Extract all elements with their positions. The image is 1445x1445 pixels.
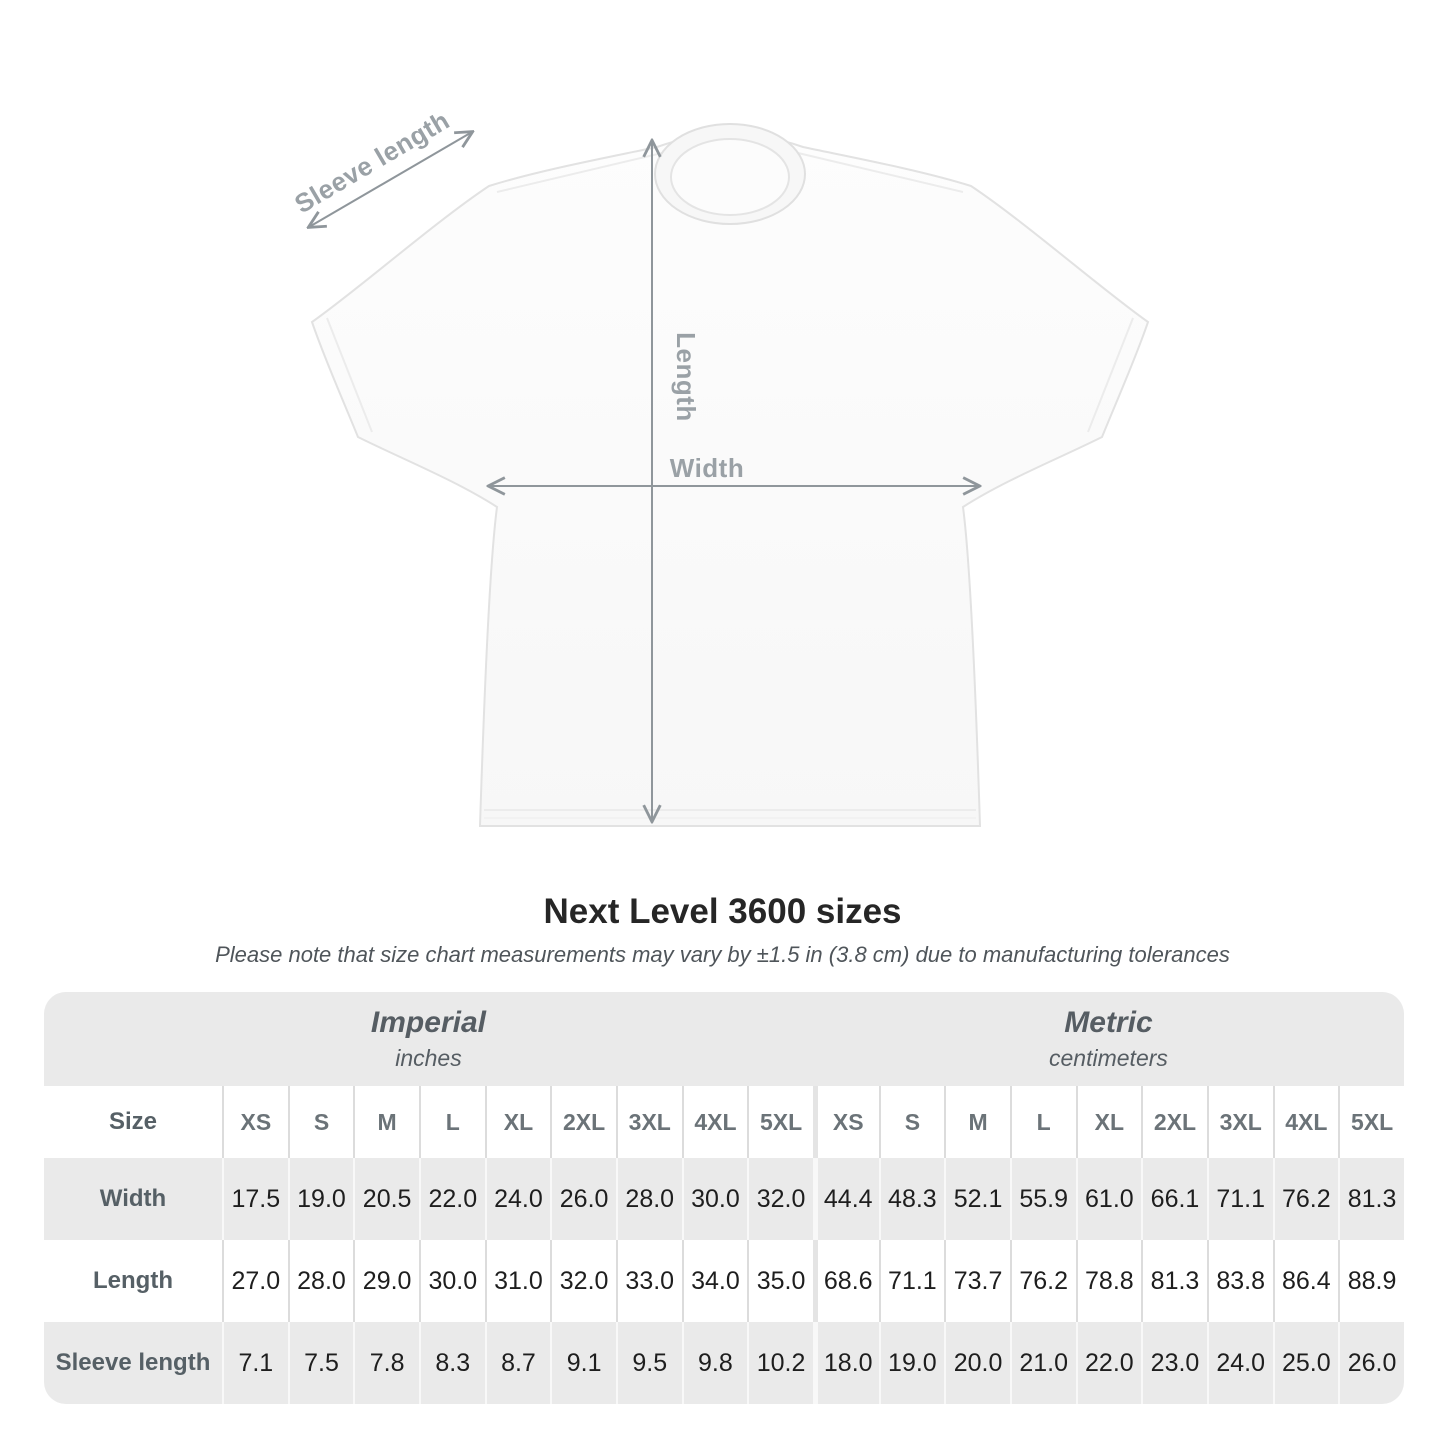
sleeve-metric-cell: 23.0 — [1141, 1322, 1207, 1404]
sleeve-length-row-label: Sleeve length — [44, 1322, 222, 1404]
imperial-group-unit: inches — [395, 1045, 462, 1071]
sleeve-metric-cell: 25.0 — [1273, 1322, 1339, 1404]
width-imperial-cell: 22.0 — [419, 1158, 485, 1240]
size-header-imperial-s: S — [288, 1086, 354, 1158]
size-table-container — [44, 992, 1404, 1404]
length-imperial-cell: 35.0 — [747, 1240, 813, 1322]
length-metric-cell: 76.2 — [1010, 1240, 1076, 1322]
length-metric-cell: 78.8 — [1076, 1240, 1142, 1322]
sleeve-metric-cell: 22.0 — [1076, 1322, 1142, 1404]
length-metric-cell: 68.6 — [813, 1240, 879, 1322]
size-header-imperial-3xl: 3XL — [616, 1086, 682, 1158]
imperial-group-title: Imperial — [370, 1006, 486, 1039]
size-header-metric-3xl: 3XL — [1207, 1086, 1273, 1158]
size-header-imperial-l: L — [419, 1086, 485, 1158]
metric-group-title: Metric — [1064, 1006, 1153, 1039]
sleeve-length-label: Sleeve length — [289, 104, 455, 220]
width-imperial-cell: 24.0 — [485, 1158, 551, 1240]
size-header-imperial-xl: XL — [485, 1086, 551, 1158]
size-header-metric-5xl: 5XL — [1338, 1086, 1404, 1158]
length-label: Length — [671, 332, 701, 422]
tshirt-collar-inner — [671, 139, 789, 215]
sleeve-imperial-cell: 8.7 — [485, 1322, 551, 1404]
sleeve-imperial-cell: 7.1 — [222, 1322, 288, 1404]
length-metric-cell: 81.3 — [1141, 1240, 1207, 1322]
length-imperial-cell: 34.0 — [682, 1240, 748, 1322]
sleeve-imperial-cell: 9.8 — [682, 1322, 748, 1404]
width-imperial-cell: 26.0 — [550, 1158, 616, 1240]
length-imperial-cell: 32.0 — [550, 1240, 616, 1322]
width-metric-cell: 44.4 — [813, 1158, 879, 1240]
size-header-metric-2xl: 2XL — [1141, 1086, 1207, 1158]
sleeve-imperial-cell: 7.5 — [288, 1322, 354, 1404]
tolerance-note: Please note that size chart measurements may vary by ±1.5 in (3.8 cm) due to manufacturing tolerances — [215, 942, 1230, 967]
sleeve-metric-cell: 20.0 — [944, 1322, 1010, 1404]
sleeve-metric-cell: 24.0 — [1207, 1322, 1273, 1404]
width-row-label: Width — [44, 1158, 222, 1240]
width-imperial-cell: 20.5 — [353, 1158, 419, 1240]
size-header-imperial-xs: XS — [222, 1086, 288, 1158]
size-header-row — [44, 1086, 1404, 1158]
length-metric-cell: 73.7 — [944, 1240, 1010, 1322]
length-imperial-cell: 30.0 — [419, 1240, 485, 1322]
width-metric-cell: 61.0 — [1076, 1158, 1142, 1240]
width-imperial-cell: 32.0 — [747, 1158, 813, 1240]
page-title: Next Level 3600 sizes — [543, 892, 902, 931]
length-imperial-cell: 33.0 — [616, 1240, 682, 1322]
width-imperial-cell: 19.0 — [288, 1158, 354, 1240]
size-table — [44, 992, 1404, 1404]
sleeve-imperial-cell: 9.5 — [616, 1322, 682, 1404]
size-header-metric-s: S — [879, 1086, 945, 1158]
size-col-header: Size — [44, 1086, 222, 1158]
width-imperial-cell: 30.0 — [682, 1158, 748, 1240]
size-header-imperial-m: M — [353, 1086, 419, 1158]
sleeve-imperial-cell: 9.1 — [550, 1322, 616, 1404]
sleeve-metric-cell: 21.0 — [1010, 1322, 1076, 1404]
length-imperial-cell: 28.0 — [288, 1240, 354, 1322]
sleeve-metric-cell: 19.0 — [879, 1322, 945, 1404]
width-imperial-cell: 17.5 — [222, 1158, 288, 1240]
width-label: Width — [669, 453, 745, 483]
metric-group-header — [813, 992, 1404, 1086]
length-imperial-cell: 27.0 — [222, 1240, 288, 1322]
width-metric-cell: 48.3 — [879, 1158, 945, 1240]
width-metric-cell: 76.2 — [1273, 1158, 1339, 1240]
length-metric-cell: 86.4 — [1273, 1240, 1339, 1322]
size-header-metric-xs: XS — [813, 1086, 879, 1158]
width-metric-cell: 52.1 — [944, 1158, 1010, 1240]
sleeve-metric-cell: 18.0 — [813, 1322, 879, 1404]
width-metric-cell: 71.1 — [1207, 1158, 1273, 1240]
length-imperial-cell: 29.0 — [353, 1240, 419, 1322]
sleeve-imperial-cell: 7.8 — [353, 1322, 419, 1404]
sleeve-imperial-cell: 8.3 — [419, 1322, 485, 1404]
length-row-label: Length — [44, 1240, 222, 1322]
size-header-metric-l: L — [1010, 1086, 1076, 1158]
size-header-imperial-2xl: 2XL — [550, 1086, 616, 1158]
size-header-imperial-4xl: 4XL — [682, 1086, 748, 1158]
length-metric-cell: 83.8 — [1207, 1240, 1273, 1322]
width-metric-cell: 81.3 — [1338, 1158, 1404, 1240]
width-metric-cell: 55.9 — [1010, 1158, 1076, 1240]
sleeve-length-row — [44, 1322, 1404, 1404]
length-metric-cell: 88.9 — [1338, 1240, 1404, 1322]
width-metric-cell: 66.1 — [1141, 1158, 1207, 1240]
length-row — [44, 1240, 1404, 1322]
width-imperial-cell: 28.0 — [616, 1158, 682, 1240]
metric-group-unit: centimeters — [1049, 1045, 1168, 1071]
size-header-imperial-5xl: 5XL — [747, 1086, 813, 1158]
sleeve-imperial-cell: 10.2 — [747, 1322, 813, 1404]
size-header-metric-xl: XL — [1076, 1086, 1142, 1158]
unit-group-header-row — [44, 992, 1404, 1086]
length-imperial-cell: 31.0 — [485, 1240, 551, 1322]
sleeve-metric-cell: 26.0 — [1338, 1322, 1404, 1404]
size-header-metric-4xl: 4XL — [1273, 1086, 1339, 1158]
size-header-metric-m: M — [944, 1086, 1010, 1158]
imperial-group-header — [44, 992, 813, 1086]
length-metric-cell: 71.1 — [879, 1240, 945, 1322]
width-row — [44, 1158, 1404, 1240]
